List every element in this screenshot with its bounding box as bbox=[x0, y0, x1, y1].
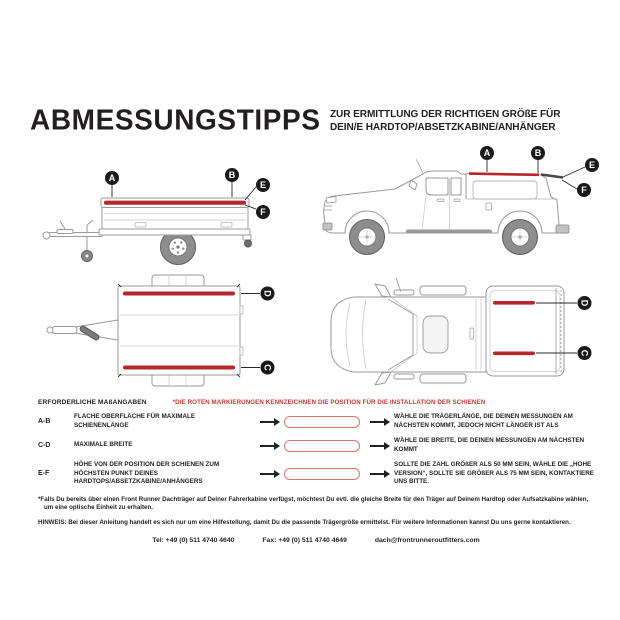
arrow-right-icon bbox=[370, 445, 385, 447]
row-description: MAXIMALE BREITE bbox=[74, 441, 133, 449]
fax-number: Fax: +49 (0) 511 4740 4649 bbox=[262, 537, 347, 545]
row-description: HÖHE VON DER POSITION DER SCHIENEN ZUM HÖCHSTEN PUNKT DEINES HARDTOPS/ABSETZKABINE/ANHÄNGERS bbox=[74, 461, 220, 485]
row-advice: SOLLTE DIE ZAHL GRÖßER ALS 50 MM SEIN, WÄHLE DIE „HOHE VERSION“, SOLLTE SIE GRÖßER ALS 75 MM SEIN, KONTAKTIERE UNS BITTE. bbox=[394, 461, 595, 485]
arrow-right-icon bbox=[260, 473, 275, 475]
marker-c-letter: C bbox=[579, 349, 590, 357]
marker-a-letter: A bbox=[108, 173, 116, 184]
truck-top-view-diagram bbox=[316, 272, 606, 397]
arrow-right-icon bbox=[370, 421, 385, 423]
phone-number: Tel: +49 (0) 511 4740 4640 bbox=[152, 537, 235, 545]
marker-d-letter: D bbox=[579, 299, 590, 307]
measurement-row-ef bbox=[38, 461, 594, 487]
measurement-value-field bbox=[284, 468, 360, 480]
marker-a-letter: A bbox=[483, 148, 491, 159]
row-key: C-D bbox=[38, 442, 51, 449]
marker-b-letter: B bbox=[534, 148, 542, 159]
marker-e-letter: E bbox=[588, 160, 596, 171]
rail-position-stripe bbox=[493, 352, 535, 356]
row-key: E-F bbox=[38, 470, 50, 478]
measurement-row-cd bbox=[38, 437, 594, 454]
email-address: dach@frontrunneroutfitters.com bbox=[374, 537, 480, 545]
footnote: *Falls Du bereits über einen Front Runner Dachträger auf Deiner Fahrerkabine verfügst, möchtest Du evtl. die gleiche Breite für den Träger auf Deinem Hardtop oder Aufsatzkabine wählen, um eine optische Einheit zu erhalten. bbox=[38, 495, 589, 512]
trailer-side-drawing bbox=[43, 198, 252, 265]
marker-e-letter: E bbox=[259, 180, 267, 191]
note: HINWEIS: Bei dieser Anleitung handelt es sich nur um eine Hilfestellung, damit Du die passende Trägergröße ermittelst. Für weitere Informationen kannst Du uns gerne kontaktieren. bbox=[38, 519, 571, 527]
row-description: FLACHE OBERFLÄCHE FÜR MAXIMALE SCHIENENLÄNGE bbox=[74, 413, 196, 429]
trailer-top-drawing bbox=[47, 275, 243, 386]
subtitle-line-2: DEIN/E HARDTOP/ABSETZKABINE/ANHÄNGER bbox=[330, 120, 556, 133]
trailer-top-markers bbox=[241, 287, 275, 375]
arrow-right-icon bbox=[370, 473, 385, 475]
measurement-value-field bbox=[284, 416, 360, 428]
rail-position-stripe bbox=[123, 292, 235, 296]
marker-f-letter: F bbox=[581, 185, 587, 196]
page-subtitle bbox=[330, 108, 560, 133]
rail-position-stripe bbox=[123, 366, 235, 370]
measurement-row-ab bbox=[38, 413, 594, 430]
rail-position-stripe bbox=[493, 301, 535, 305]
measurement-value-field bbox=[284, 440, 360, 452]
truck-top-drawing bbox=[331, 278, 564, 385]
measurements-heading: ERFORDERLICHE MAßANGABEN bbox=[38, 399, 147, 406]
row-advice: WÄHLE DIE TRÄGERLÄNGE, DIE DEINEN MESSUNGEN AM NÄCHSTEN KOMMT, JEDOCH NICHT LÄNGER IST ALS bbox=[394, 413, 573, 429]
row-key: A-B bbox=[38, 418, 51, 425]
contact-footer bbox=[38, 537, 594, 544]
arrow-right-icon bbox=[260, 445, 275, 447]
row-advice: WÄHLE DIE BREITE, DIE DEINEN MESSUNGEN AM NÄCHSTEN KOMMT bbox=[394, 437, 585, 453]
marker-b-letter: B bbox=[228, 170, 236, 181]
trailer-top-view-diagram bbox=[35, 268, 295, 393]
marker-f-letter: F bbox=[260, 207, 266, 218]
marker-c-letter: C bbox=[262, 364, 273, 371]
rail-position-stripe bbox=[104, 201, 246, 205]
arrow-right-icon bbox=[260, 421, 275, 423]
red-markings-legend: *DIE ROTEN MARKIERUNGEN KENNZEICHNEN DIE POSITION FÜR DIE INSTALLATION DER SCHIENEN bbox=[172, 399, 486, 406]
rail-position-stripe bbox=[469, 174, 539, 175]
marker-d-letter: D bbox=[262, 290, 273, 297]
truck-side-view-diagram bbox=[310, 140, 610, 270]
truck-side-drawing bbox=[323, 159, 569, 255]
subtitle-line-1: ZUR ERMITTLUNG DER RICHTIGEN GRÖßE FÜR bbox=[330, 108, 561, 120]
required-measurements-section bbox=[38, 399, 594, 544]
page-title: ABMESSUNGSTIPPS bbox=[30, 104, 321, 136]
